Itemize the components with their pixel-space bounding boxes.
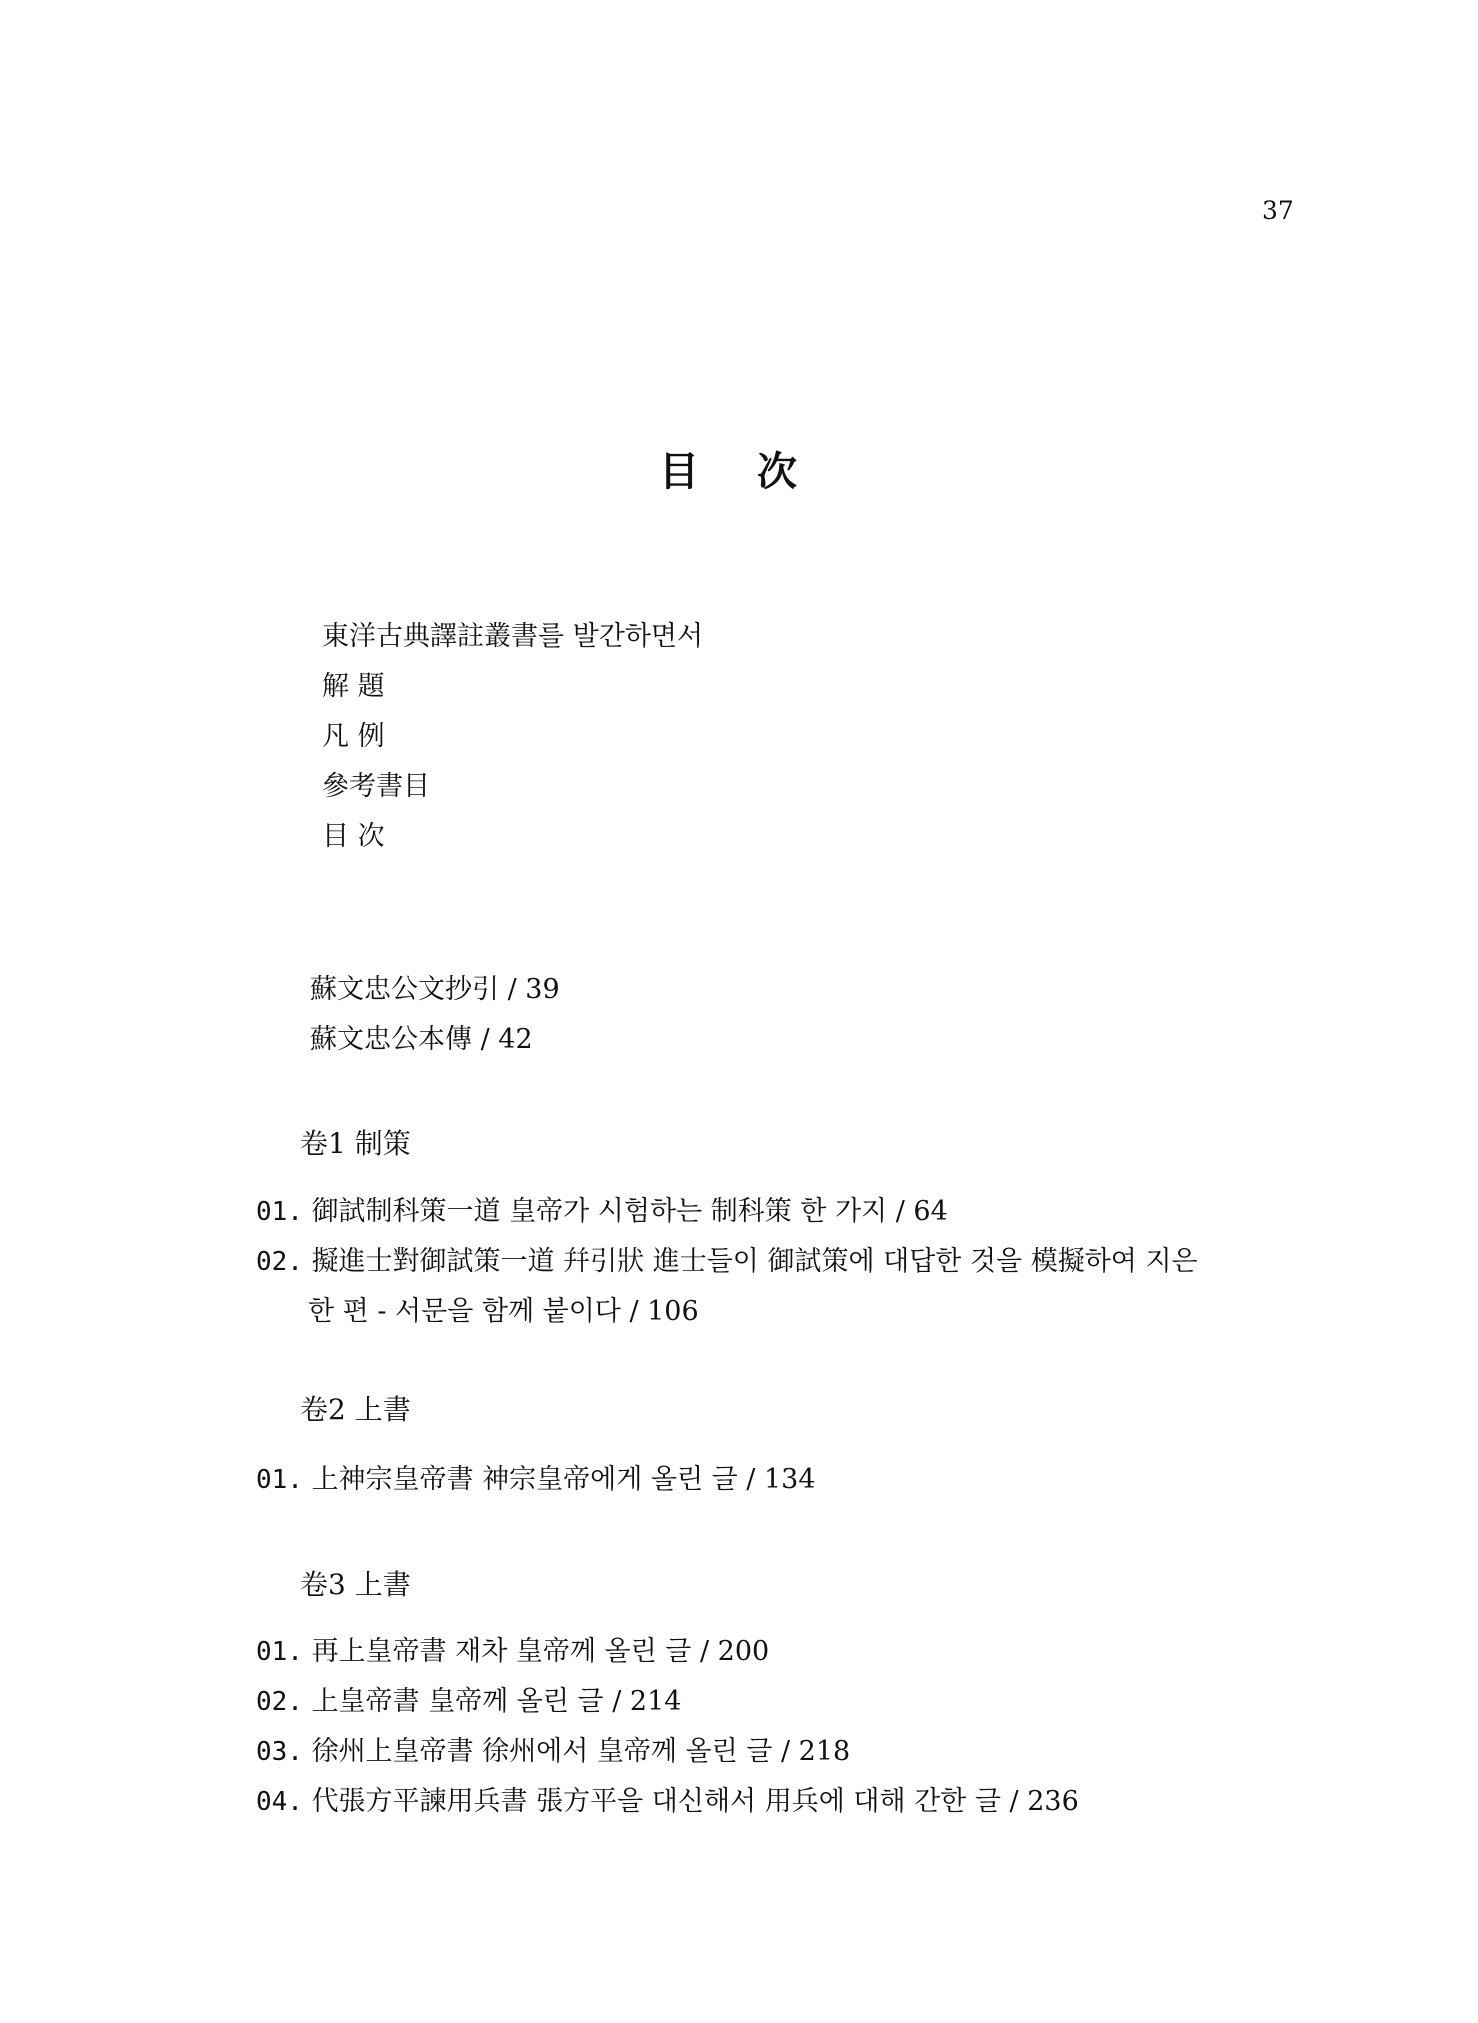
entry-text: 御試制科策一道 皇帝가 시험하는 制科策 한 가지 / 64 — [311, 1196, 948, 1227]
front-matter-item[interactable]: 參考書目 — [322, 771, 430, 802]
entry-text: 上皇帝書 皇帝께 올린 글 / 214 — [311, 1686, 682, 1717]
toc-entry[interactable] — [256, 1627, 769, 1677]
toc-entry[interactable] — [256, 1187, 948, 1237]
entry-continuation: 한 편 - 서문을 함께 붙이다 / 106 — [308, 1296, 699, 1327]
front-matter-item[interactable]: 凡 例 — [322, 721, 385, 752]
page-title: 目 次 — [659, 448, 819, 495]
entry-number: 01. — [256, 1465, 303, 1495]
entry-text: 擬進士對御試策一道 幷引狀 進士들이 御試策에 대답한 것을 模擬하여 지은 — [311, 1246, 1198, 1277]
entry-text: 徐州上皇帝書 徐州에서 皇帝께 올린 글 / 218 — [311, 1736, 851, 1767]
entry-number: 03. — [256, 1737, 303, 1767]
toc-entry[interactable] — [256, 1777, 1079, 1827]
entry-text: 上神宗皇帝書 神宗皇帝에게 올린 글 / 134 — [311, 1464, 816, 1495]
entry-text: 代張方平諫用兵書 張方平을 대신해서 用兵에 대해 간한 글 / 236 — [311, 1786, 1079, 1817]
intro-list — [310, 965, 560, 1065]
entry-number: 04. — [256, 1787, 303, 1817]
entry-number: 01. — [256, 1637, 303, 1667]
front-matter-item[interactable]: 目 次 — [322, 821, 385, 852]
section-heading: 卷3 上書 — [300, 1568, 411, 1601]
entry-number: 01. — [256, 1197, 303, 1227]
entry-number: 02. — [256, 1687, 303, 1717]
front-matter-list — [322, 612, 703, 862]
front-matter-item[interactable]: 東洋古典譯註叢書를 발간하면서 — [322, 621, 704, 652]
front-matter-item[interactable]: 解 題 — [322, 671, 385, 702]
toc-entry[interactable] — [256, 1237, 1198, 1337]
toc-entry[interactable] — [256, 1727, 850, 1777]
intro-item[interactable]: 蘇文忠公文抄引 / 39 — [310, 974, 560, 1005]
toc-entry[interactable] — [256, 1455, 816, 1505]
entry-text: 再上皇帝書 재차 皇帝께 올린 글 / 200 — [311, 1636, 770, 1667]
intro-item[interactable]: 蘇文忠公本傳 / 42 — [310, 1024, 533, 1055]
entry-number: 02. — [256, 1247, 303, 1277]
section-heading: 卷2 上書 — [300, 1393, 411, 1426]
toc-entry[interactable] — [256, 1677, 681, 1727]
page-number: 37 — [1262, 196, 1294, 225]
section-heading: 卷1 制策 — [300, 1127, 411, 1160]
